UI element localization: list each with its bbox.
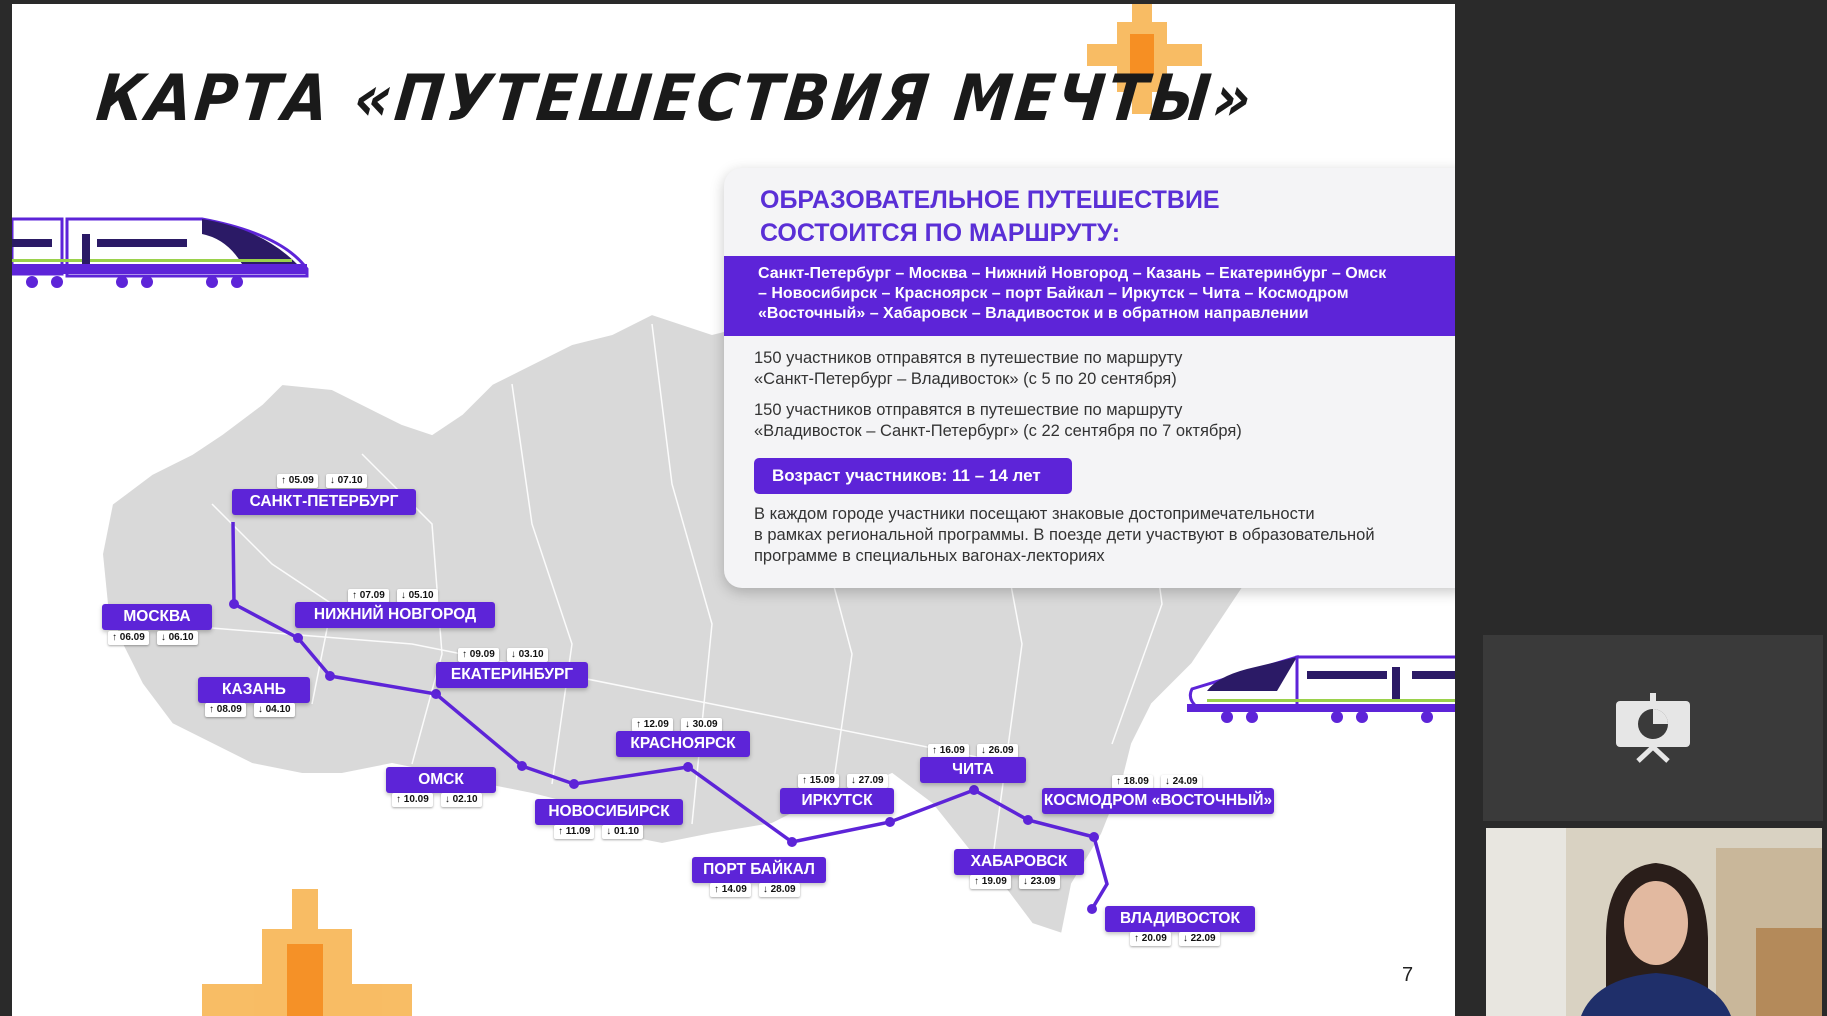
departure-date: ↑ 15.09 [798, 774, 839, 788]
text-line: «Владивосток – Санкт-Петербург» (с 22 сентября по 7 октября) [754, 422, 1242, 440]
group-one-text [754, 348, 1424, 390]
return-date: ↓ 03.10 [507, 648, 548, 662]
info-heading [760, 184, 1400, 250]
group-two-text [754, 400, 1424, 442]
return-date: ↓ 02.10 [441, 793, 482, 807]
departure-date: ↑ 11.09 [554, 825, 594, 839]
presenter-panel[interactable] [1483, 635, 1823, 821]
route-line: – Новосибирск – Красноярск – порт Байкал – Иркутск – Чита – Космодром [758, 285, 1349, 302]
city-name: ЕКАТЕРИНБУРГ [436, 662, 588, 688]
departure-date: ↑ 18.09 [1112, 775, 1153, 789]
return-date: ↓ 05.10 [397, 589, 438, 603]
text-line: программе в специальных вагонах-лекториях [754, 547, 1105, 565]
city-name: ВЛАДИВОСТОК [1105, 906, 1255, 932]
departure-date: ↑ 16.09 [928, 744, 969, 758]
departure-date: ↑ 20.09 [1130, 932, 1171, 946]
info-card [724, 168, 1455, 588]
city-name: ОМСК [386, 767, 496, 793]
departure-date: ↑ 12.09 [632, 718, 673, 732]
city-name: ХАБАРОВСК [954, 849, 1084, 875]
return-date: ↓ 01.10 [602, 825, 643, 839]
slide-title: КАРТА «ПУТЕШЕСТВИЯ МЕЧТЫ» [93, 60, 1259, 136]
departure-date: ↑ 08.09 [205, 703, 246, 717]
train-illustration [12, 214, 312, 294]
page-number: 7 [1402, 964, 1414, 986]
city-name: КОСМОДРОМ «ВОСТОЧНЫЙ» [1042, 788, 1274, 814]
departure-date: ↑ 09.09 [458, 648, 499, 662]
heading-line: ОБРАЗОВАТЕЛЬНОЕ ПУТЕШЕСТВИЕ [760, 186, 1220, 214]
departure-date: ↑ 14.09 [710, 883, 751, 897]
departure-date: ↑ 05.09 [277, 474, 318, 488]
return-date: ↓ 22.09 [1179, 932, 1220, 946]
return-date: ↓ 27.09 [847, 774, 888, 788]
text-line: в рамках региональной программы. В поезде дети участвуют в образовательной [754, 526, 1375, 544]
departure-date: ↑ 07.09 [348, 589, 389, 603]
text-line: «Санкт-Петербург – Владивосток» (с 5 по 20 сентября) [754, 370, 1177, 388]
webcam-video [1486, 828, 1822, 1016]
return-date: ↓ 26.09 [977, 744, 1018, 758]
program-text [754, 504, 1424, 567]
train-illustration [1187, 649, 1455, 729]
city-name: КРАСНОЯРСК [616, 731, 750, 757]
city-name: МОСКВА [102, 604, 212, 630]
webcam-image [1486, 828, 1822, 1016]
return-date: ↓ 06.10 [157, 631, 198, 645]
city-name: КАЗАНЬ [198, 677, 310, 703]
route-line: Санкт-Петербург – Москва – Нижний Новгород – Казань – Екатеринбург – Омск [758, 265, 1387, 282]
return-date: ↓ 30.09 [681, 718, 722, 732]
text-line: 150 участников отправятся в путешествие по маршруту [754, 401, 1183, 419]
age-badge: Возраст участников: 11 – 14 лет [754, 458, 1072, 494]
route-line: «Восточный» – Хабаровск – Владивосток и в обратном направлении [758, 305, 1309, 322]
return-date: ↓ 24.09 [1161, 775, 1202, 789]
city-name: ПОРТ БАЙКАЛ [692, 857, 826, 883]
city-name: ЧИТА [920, 757, 1026, 783]
presentation-icon[interactable] [1614, 693, 1692, 763]
departure-date: ↑ 10.09 [392, 793, 433, 807]
return-date: ↓ 23.09 [1019, 875, 1060, 889]
departure-date: ↑ 06.09 [108, 631, 149, 645]
city-name: НИЖНИЙ НОВГОРОД [295, 602, 495, 628]
city-name: САНКТ-ПЕТЕРБУРГ [232, 489, 416, 515]
text-line: 150 участников отправятся в путешествие по маршруту [754, 349, 1183, 367]
text-line: В каждом городе участники посещают знаковые достопримечательности [754, 505, 1315, 523]
city-name: НОВОСИБИРСК [535, 799, 683, 825]
return-date: ↓ 07.10 [326, 474, 367, 488]
route-band [724, 256, 1455, 336]
city-name: ИРКУТСК [780, 788, 894, 814]
return-date: ↓ 04.10 [254, 703, 295, 717]
return-date: ↓ 28.09 [759, 883, 800, 897]
presentation-slide [12, 4, 1455, 1016]
heading-line: СОСТОИТСЯ ПО МАРШРУТУ: [760, 219, 1121, 247]
departure-date: ↑ 19.09 [970, 875, 1011, 889]
